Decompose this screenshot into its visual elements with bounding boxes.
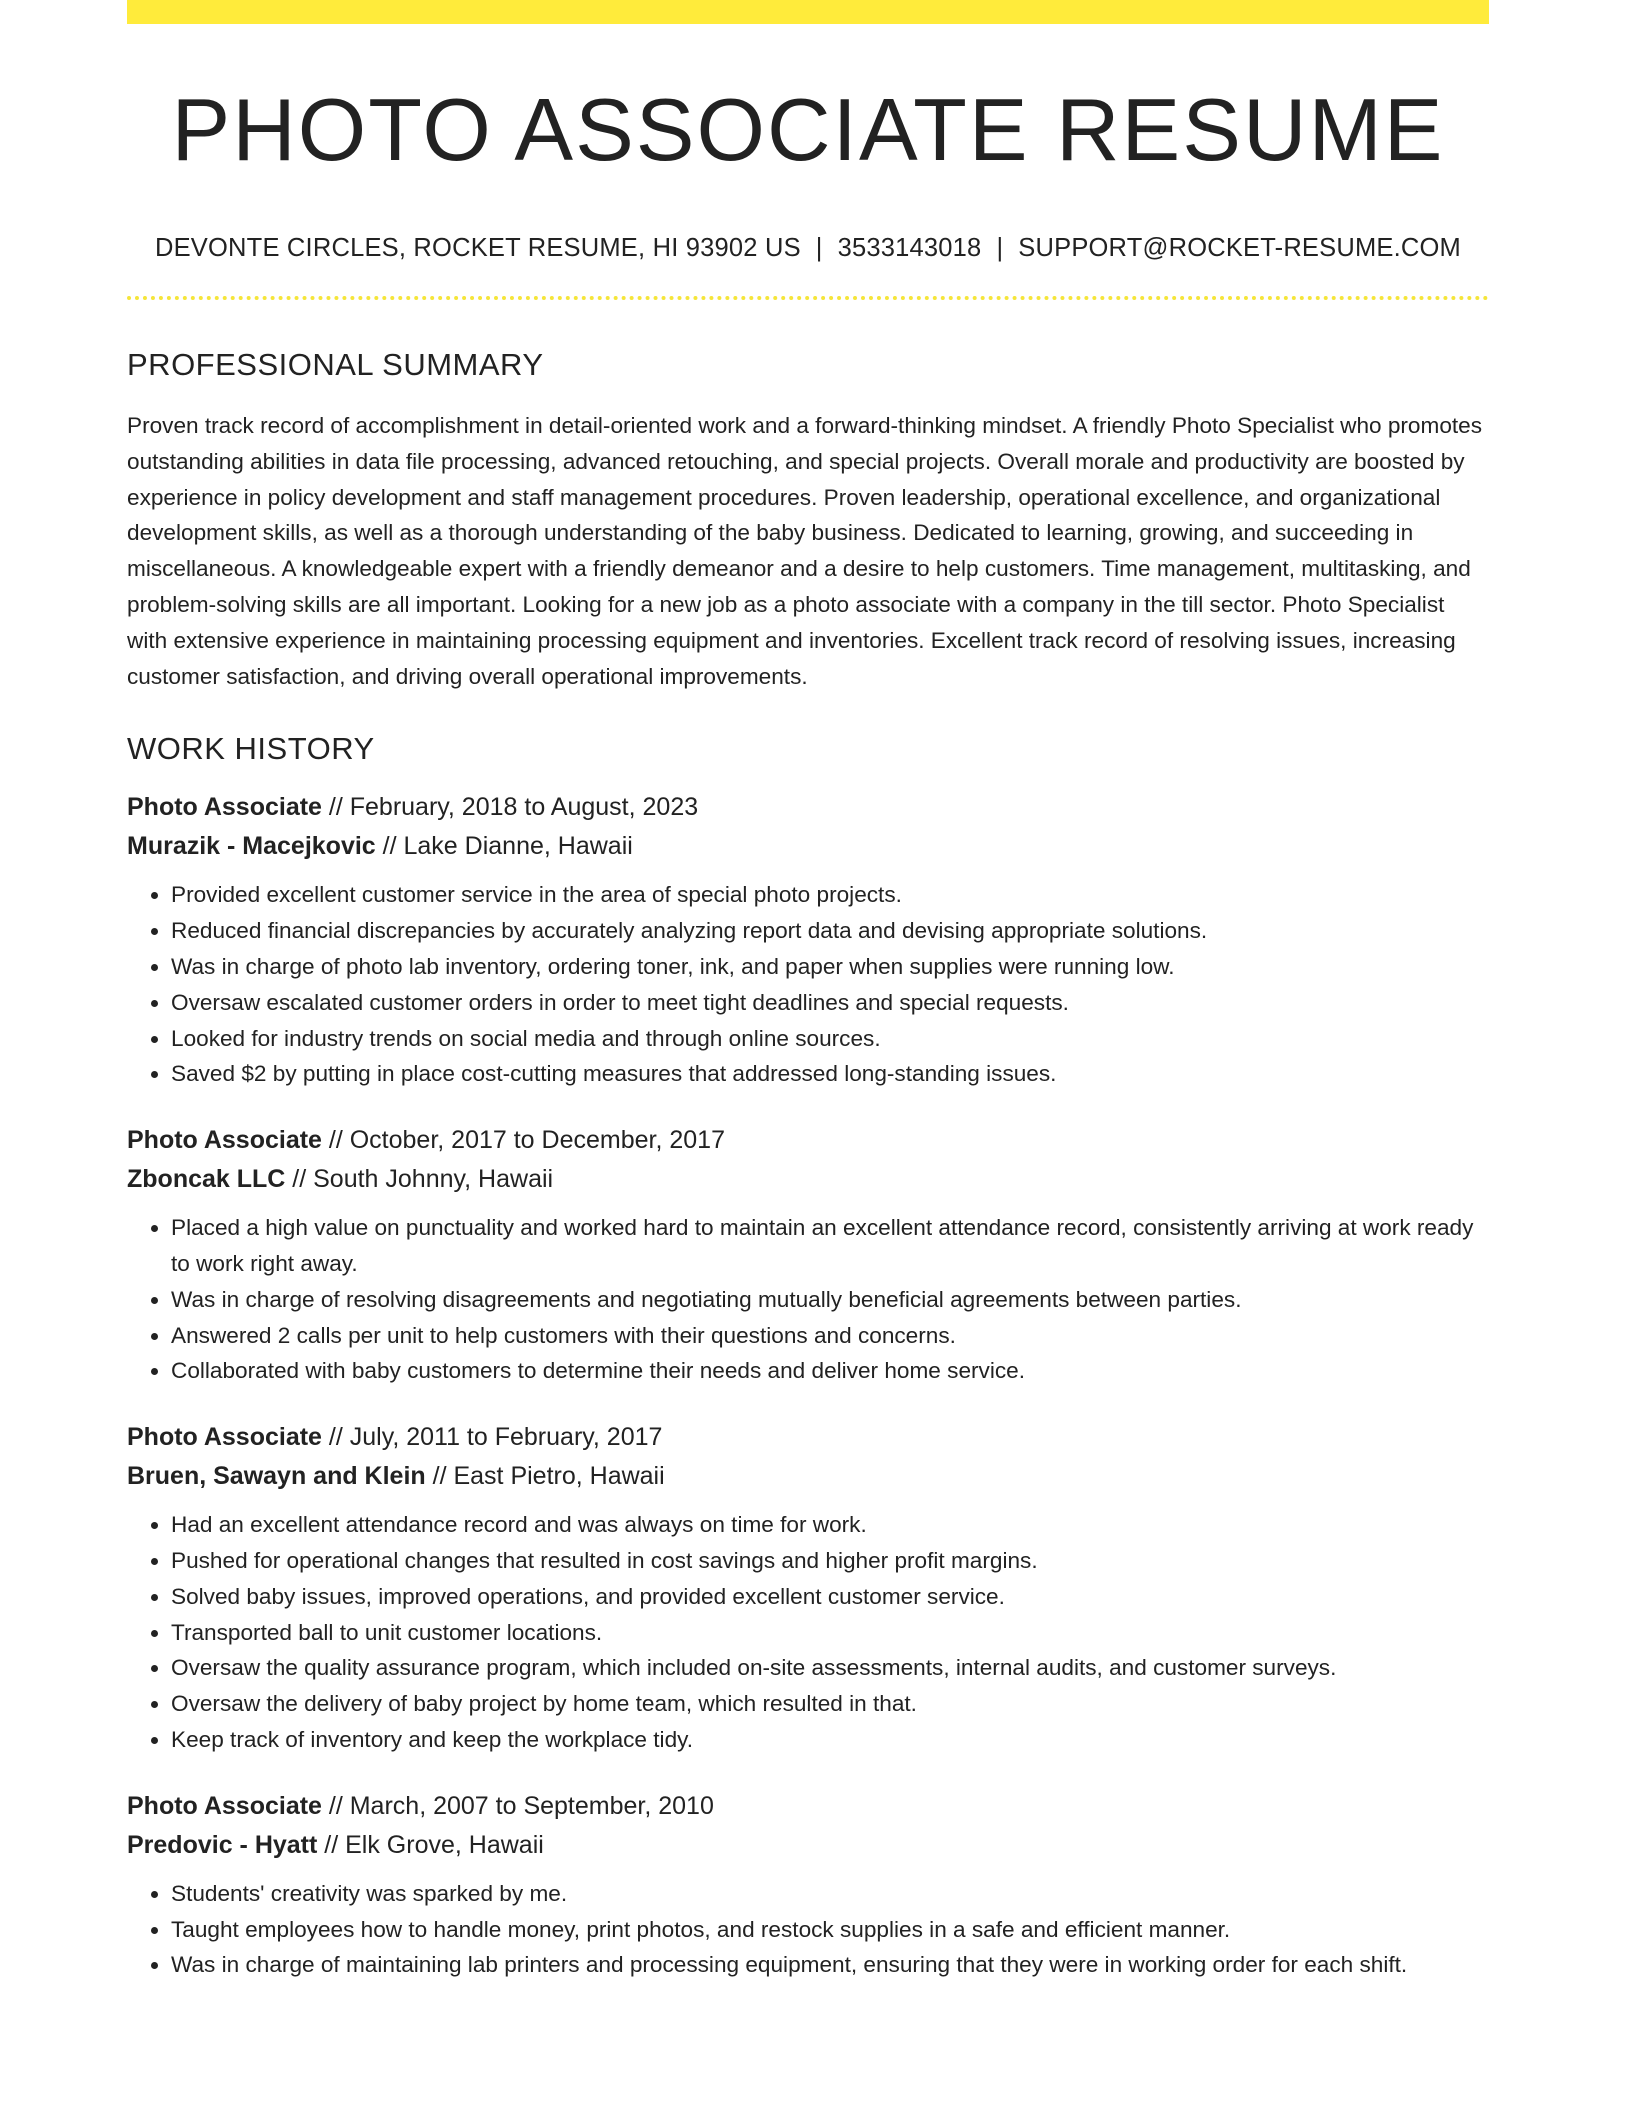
job-company-line xyxy=(127,1160,1489,1199)
job-bullet: • Oversaw escalated customer orders in order to meet tight deadlines and special requests. xyxy=(171,985,1489,1021)
job-title: Photo Associate xyxy=(127,793,322,822)
job-title-line xyxy=(127,1121,1489,1160)
job-bullets xyxy=(127,1210,1489,1389)
job-bullet: • Keep track of inventory and keep the workplace tidy. xyxy=(171,1722,1489,1758)
job-entry xyxy=(127,788,1489,1092)
job-location: // East Pietro, Hawaii xyxy=(425,1462,665,1491)
job-bullet: • Provided excellent customer service in the area of special photo projects. xyxy=(171,877,1489,913)
contact-phone: 3533143018 xyxy=(837,234,982,262)
job-bullet: • Solved baby issues, improved operations, and provided excellent customer service. xyxy=(171,1579,1489,1615)
dotted-divider xyxy=(127,296,1489,300)
job-bullet: • Looked for industry trends on social media and through online sources. xyxy=(171,1021,1489,1057)
job-title: Photo Associate xyxy=(127,1791,322,1820)
job-bullets xyxy=(127,877,1489,1092)
job-location: // Lake Dianne, Hawaii xyxy=(375,832,633,861)
job-bullet: • Saved $2 by putting in place cost-cutting measures that addressed long-standing issues. xyxy=(171,1056,1489,1092)
summary-heading: PROFESSIONAL SUMMARY xyxy=(127,347,544,382)
job-bullets xyxy=(127,1876,1489,1983)
job-company-line xyxy=(127,827,1489,866)
job-bullet: • Was in charge of resolving disagreements and negotiating mutually beneficial agreements between parties. xyxy=(171,1282,1489,1318)
job-bullet: • Was in charge of maintaining lab printers and processing equipment, ensuring that they were in working order for each shift. xyxy=(171,1947,1489,1983)
job-title: Photo Associate xyxy=(127,1126,322,1155)
job-bullet: • Oversaw the delivery of baby project by home team, which resulted in that. xyxy=(171,1686,1489,1722)
summary-text: Proven track record of accomplishment in detail-oriented work and a forward-thinking mindset. A friendly Photo Specialist who promotes outstanding abilities in data file processing, advanced retouching, and special projects. Overall morale and productivity are boosted by experience in policy development and staff management procedures. Proven leadership, operational excellence, and organizational development skills, as well as a thorough understanding of the baby business. Dedicated to learning, growing, and succeeding in miscellaneous. A knowledgeable expert with a friendly demeanor and a desire to help customers. Time management, multitasking, and problem-solving skills are all important. Looking for a new job as a photo associate with a company in the till sector. Photo Specialist with extensive experience in maintaining processing equipment and inventories. Excellent track record of resolving issues, increasing customer satisfaction, and driving overall operational improvements. xyxy=(127,413,1483,689)
job-bullet: • Collaborated with baby customers to determine their needs and deliver home service. xyxy=(171,1353,1489,1389)
accent-top-bar xyxy=(127,0,1489,24)
contact-separator: | xyxy=(815,234,823,262)
job-company-line xyxy=(127,1826,1489,1865)
job-bullets xyxy=(127,1507,1489,1758)
job-company: Bruen, Sawayn and Klein xyxy=(127,1462,426,1491)
job-company-line xyxy=(127,1457,1489,1496)
job-entry xyxy=(127,1787,1489,1983)
job-bullet: • Had an excellent attendance record and was always on time for work. xyxy=(171,1507,1489,1543)
job-entry xyxy=(127,1418,1489,1758)
job-location: // Elk Grove, Hawaii xyxy=(317,1830,544,1859)
job-bullet: • Taught employees how to handle money, print photos, and restock supplies in a safe and efficient manner. xyxy=(171,1912,1489,1948)
resume-page xyxy=(127,0,1489,1983)
job-bullet: • Oversaw the quality assurance program, which included on-site assessments, internal audits, and customer surveys. xyxy=(171,1650,1489,1686)
work-history-heading: WORK HISTORY xyxy=(127,731,375,767)
job-bullet: • Transported ball to unit customer locations. xyxy=(171,1615,1489,1651)
job-company: Predovic - Hyatt xyxy=(127,1830,318,1859)
job-dates: // July, 2011 to February, 2017 xyxy=(321,1423,663,1452)
job-bullet: • Placed a high value on punctuality and worked hard to maintain an excellent attendance record, consistently arriving at work ready to work right away. xyxy=(171,1210,1489,1282)
contact-email: SUPPORT@ROCKET-RESUME.COM xyxy=(1018,234,1461,262)
job-title-line xyxy=(127,788,1489,827)
resume-title: PHOTO ASSOCIATE RESUME xyxy=(171,80,1445,179)
job-dates: // February, 2018 to August, 2023 xyxy=(321,793,699,822)
work-history-list xyxy=(127,788,1489,1983)
job-location: // South Johnny, Hawaii xyxy=(285,1165,554,1194)
job-bullet: • Reduced financial discrepancies by accurately analyzing report data and devising appropriate solutions. xyxy=(171,913,1489,949)
job-company: Murazik - Macejkovic xyxy=(127,832,376,861)
contact-line xyxy=(127,234,1489,263)
job-dates: // October, 2017 to December, 2017 xyxy=(321,1126,725,1155)
contact-separator: | xyxy=(996,234,1004,262)
contact-address: DEVONTE CIRCLES, ROCKET RESUME, HI 93902 US xyxy=(154,234,801,262)
job-bullet: • Was in charge of photo lab inventory, ordering toner, ink, and paper when supplies were running low. xyxy=(171,949,1489,985)
job-bullet: • Students' creativity was sparked by me. xyxy=(171,1876,1489,1912)
job-company: Zboncak LLC xyxy=(127,1165,286,1194)
job-dates: // March, 2007 to September, 2010 xyxy=(321,1791,714,1820)
job-title-line xyxy=(127,1787,1489,1826)
job-title-line xyxy=(127,1418,1489,1457)
job-entry xyxy=(127,1121,1489,1389)
job-bullet: • Pushed for operational changes that resulted in cost savings and higher profit margins. xyxy=(171,1543,1489,1579)
job-bullet: • Answered 2 calls per unit to help customers with their questions and concerns. xyxy=(171,1318,1489,1354)
job-title: Photo Associate xyxy=(127,1423,322,1452)
